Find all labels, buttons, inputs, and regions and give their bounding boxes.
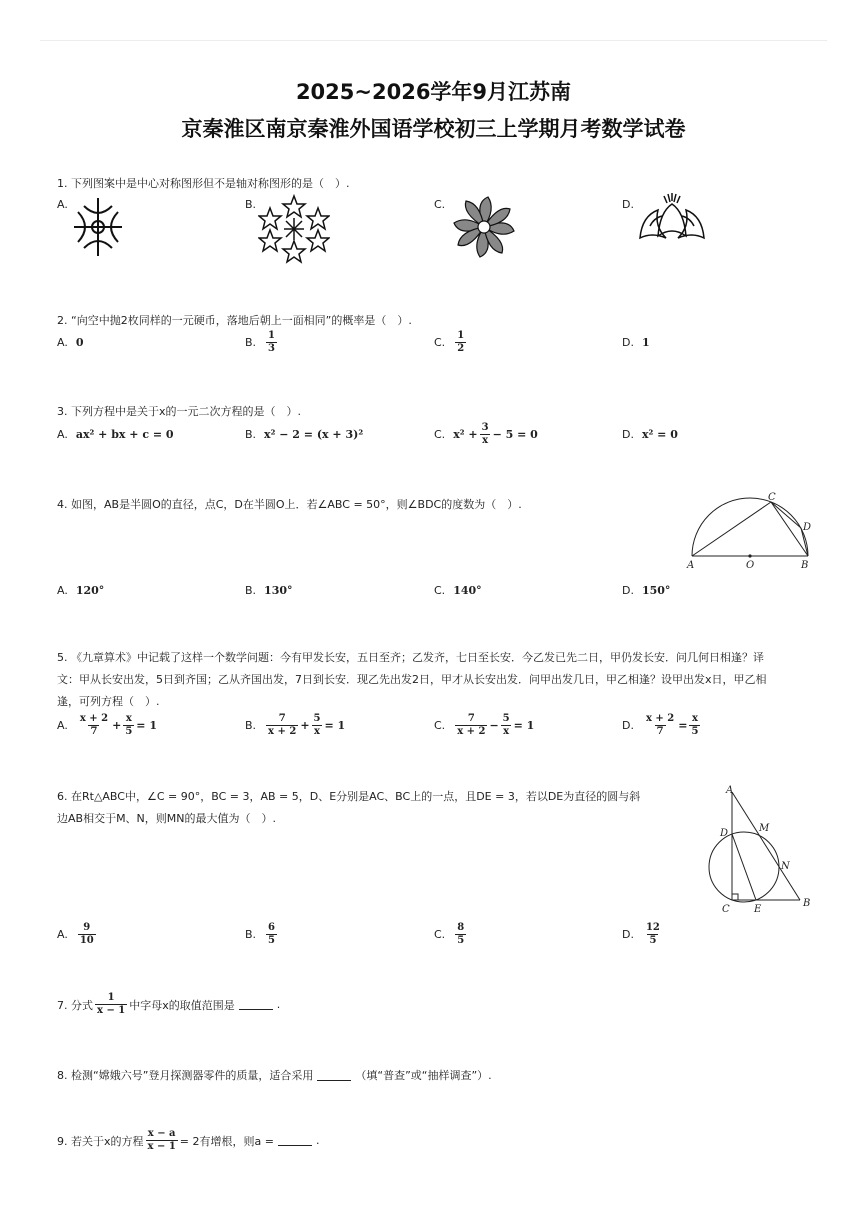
q2-option-b-label: B. <box>245 336 257 349</box>
q3-option-b-value: x² − 2 = (x + 3)² <box>264 428 364 441</box>
label-e: E <box>754 904 762 915</box>
fraction-denominator: 5 <box>649 935 657 946</box>
q4-stem: 4. 如图，AB是半圆O的直径，点C，D在半圆O上．若∠ABC = 50°，则∠BDC的度数为（ ）. <box>57 498 522 511</box>
label-n: N <box>781 861 790 872</box>
q6-option-c-fraction <box>455 922 466 947</box>
fraction <box>123 713 134 738</box>
q4-option-b-label: B. <box>245 584 257 597</box>
q6-option-a[interactable] <box>57 922 98 947</box>
fraction-numerator: 1 <box>268 330 276 341</box>
fraction-denominator: 7 <box>656 726 664 737</box>
fraction-denominator: 5 <box>268 935 276 946</box>
diameter-de <box>732 834 756 900</box>
q6-option-b-fraction <box>266 922 277 947</box>
q6-option-d-label: D. <box>622 928 634 941</box>
operator: = <box>678 719 688 732</box>
label-a: A <box>687 560 695 571</box>
fraction-denominator: x + 2 <box>457 726 486 737</box>
label-c: C <box>722 904 730 915</box>
q4-option-c-label: C. <box>434 584 446 597</box>
q5-option-b-label: B. <box>245 719 257 732</box>
q3-option-d-value: x² = 0 <box>641 428 678 441</box>
fraction-numerator: 5 <box>313 713 321 724</box>
right-angle-mark <box>732 894 738 900</box>
q3-option-d[interactable] <box>622 428 678 441</box>
rhs: = 1 <box>324 719 346 732</box>
q1-stem: 1. 下列图案中是中心对称图形但不是轴对称图形的是（ ）. <box>57 177 350 190</box>
q7-fraction <box>95 992 127 1017</box>
operator: − <box>489 719 499 732</box>
fraction-numerator: 6 <box>268 922 276 933</box>
q6-option-c[interactable] <box>434 922 468 947</box>
operator: + <box>112 719 122 732</box>
q3-option-b-label: B. <box>245 428 257 441</box>
fraction-denominator: 5 <box>691 726 699 737</box>
fraction-numerator: 7 <box>278 713 286 724</box>
fraction-numerator: 1 <box>457 330 465 341</box>
q2-option-d[interactable] <box>622 336 650 349</box>
q6-stem <box>57 786 707 830</box>
fraction-numerator: x <box>125 713 132 724</box>
q1-option-a-label: A. <box>57 198 68 211</box>
q6-option-d[interactable] <box>622 922 664 947</box>
q2-option-b[interactable] <box>245 330 279 355</box>
q4-option-d-label: D. <box>622 584 634 597</box>
label-a: A <box>726 785 734 796</box>
q8-answer-blank[interactable] <box>317 1070 351 1081</box>
q5-stem-line1: 5. 《九章算术》中记载了这样一个数学问题：今有甲发长安，五日至齐；乙发齐，七日至长安．今乙发已先二日，甲仍发长安．问几何日相逢？译 <box>57 651 764 664</box>
fraction-numerator: 5 <box>502 713 510 724</box>
fraction-numerator: 9 <box>83 922 91 933</box>
semicircle-arc <box>692 498 808 556</box>
q3-option-a-label: A. <box>57 428 68 441</box>
fraction <box>312 713 323 738</box>
q1-option-d-label: D. <box>622 198 634 211</box>
q3-option-d-label: D. <box>622 428 634 441</box>
fraction-denominator: x <box>503 726 510 737</box>
q2-option-b-fraction <box>266 330 277 355</box>
q2-option-a[interactable] <box>57 336 83 349</box>
q8-text-pre: 8. 检测“嫦娥六号”登月探测器零件的质量，适合采用 <box>57 1069 314 1082</box>
q5-option-a-label: A. <box>57 719 68 732</box>
q6-option-a-label: A. <box>57 928 68 941</box>
fraction-numerator: x − a <box>147 1128 176 1139</box>
q3-option-a-value: ax² + bx + c = 0 <box>75 428 174 441</box>
label-d: D <box>720 828 729 839</box>
fraction <box>78 713 110 738</box>
q2-option-a-value: 0 <box>75 336 84 349</box>
q1-option-c-label: C. <box>434 198 446 211</box>
q5-option-d-label: D. <box>622 719 634 732</box>
fraction-numerator: x + 2 <box>79 713 109 724</box>
fraction-denominator: 5 <box>457 935 465 946</box>
q3-option-c-label: C. <box>434 428 446 441</box>
q3-option-c-fraction <box>480 422 491 447</box>
fraction-numerator: 8 <box>457 922 465 933</box>
fraction-denominator: x + 2 <box>268 726 297 737</box>
q1-option-b-label: B. <box>245 198 257 211</box>
q6-option-b-label: B. <box>245 928 257 941</box>
q5-stem-line3: 逢，可列方程（ ）. <box>57 695 160 708</box>
rhs: = 1 <box>136 719 157 732</box>
operator: + <box>300 719 310 732</box>
q3-option-a[interactable] <box>57 428 174 441</box>
q7-answer-blank[interactable] <box>239 999 273 1010</box>
q4-option-b[interactable] <box>245 584 293 597</box>
q3-option-c-pre: x² + <box>453 428 478 441</box>
q4-option-c-value: 140° <box>453 584 482 597</box>
q5-stem-line2: 文：甲从长安出发，5日到齐国；乙从齐国出发，7日到长安．现乙先出发2日，甲才从长安出发．问甲出发几日，甲乙相逢？设甲出发x日，甲乙相 <box>57 673 767 686</box>
q9-answer-blank[interactable] <box>278 1135 312 1146</box>
q8-text-post: （填“普查”或“抽样调查”）. <box>355 1069 492 1082</box>
q4-option-d[interactable] <box>622 584 670 597</box>
q7-text-end: . <box>276 998 281 1011</box>
q3-stem: 3. 下列方程中是关于x的一元二次方程的是（ ）. <box>57 405 301 418</box>
side-ab <box>732 792 800 900</box>
fraction <box>689 713 700 738</box>
q2-option-d-value: 1 <box>641 336 650 349</box>
fraction <box>501 713 512 738</box>
q6-stem-line1: 6. 在Rt△ABC中，∠C = 90°，BC = 3，AB = 5，D、E分别是AC、BC上的一点，且DE = 3，若以DE为直径的圆与斜 <box>57 790 641 803</box>
q5-option-b[interactable] <box>245 713 345 738</box>
fraction <box>644 713 676 738</box>
label-b: B <box>803 898 811 909</box>
q3-option-c-post: − 5 = 0 <box>492 428 538 441</box>
fraction-numerator: 7 <box>467 713 475 724</box>
fraction-denominator: x − 1 <box>97 1005 126 1016</box>
crossed-bows-pattern-icon <box>70 194 126 260</box>
leaves-arc-pattern-icon <box>636 192 708 244</box>
exam-title-line1: 2025~2026学年9月江苏南 <box>295 80 572 104</box>
q6-stem-line2: 边AB相交于M、N，则MN的最大值为（ ）. <box>57 812 277 825</box>
q4-option-a-label: A. <box>57 584 68 597</box>
fraction <box>455 713 487 738</box>
fraction-denominator: x − 1 <box>147 1141 176 1152</box>
q9-fraction <box>146 1128 178 1153</box>
rhs: = 1 <box>513 719 535 732</box>
q7-stem <box>57 992 280 1017</box>
q4-semicircle-figure <box>685 490 815 572</box>
fraction-numerator: 3 <box>481 422 489 433</box>
q6-option-a-fraction <box>78 922 96 947</box>
q2-option-c-fraction <box>455 330 466 355</box>
exam-title-line2: 京秦淮区南京秦淮外国语学校初三上学期月考数学试卷 <box>181 117 686 141</box>
q4-option-a-value: 120° <box>75 584 105 597</box>
q2-option-d-label: D. <box>622 336 634 349</box>
q9-text-mid: = 2有增根，则a = <box>179 1134 274 1148</box>
q5-option-c[interactable] <box>434 713 534 738</box>
fraction-denominator: 10 <box>79 935 94 946</box>
fraction-numerator: x <box>691 713 698 724</box>
stars-ring-pattern-icon <box>258 194 330 264</box>
label-d: D <box>803 522 812 533</box>
q6-triangle-circle-figure <box>700 782 818 916</box>
fraction-numerator: 12 <box>645 922 660 933</box>
fraction-denominator: 7 <box>90 726 98 737</box>
fraction-denominator: 2 <box>457 343 465 354</box>
q6-option-b[interactable] <box>245 922 279 947</box>
label-m: M <box>759 823 770 834</box>
q2-stem: 2. “向空中抛2枚同样的一元硬币，落地后朝上一面相同”的概率是（ ）. <box>57 314 412 327</box>
q4-option-d-value: 150° <box>641 584 671 597</box>
q5-stem <box>57 647 809 713</box>
q9-text-end: . <box>315 1134 320 1147</box>
q7-text-post: 中字母x的取值范围是 <box>129 998 235 1012</box>
q6-option-d-fraction <box>644 922 662 947</box>
q5-option-d[interactable] <box>622 713 702 738</box>
label-c: C <box>768 492 776 503</box>
fraction-numerator: x + 2 <box>645 713 675 724</box>
fraction-numerator: 1 <box>107 992 115 1003</box>
q2-option-c-label: C. <box>434 336 446 349</box>
label-b: B <box>801 560 809 571</box>
center-point-o <box>748 554 751 557</box>
chord-ac <box>692 502 771 556</box>
q5-option-a[interactable] <box>57 713 157 738</box>
q9-stem <box>57 1128 319 1153</box>
fraction-denominator: 5 <box>125 726 133 737</box>
q8-stem <box>57 1067 492 1083</box>
q4-option-b-value: 130° <box>264 584 293 597</box>
q3-option-b[interactable] <box>245 428 363 441</box>
label-o: O <box>746 560 755 571</box>
q2-option-a-label: A. <box>57 336 68 349</box>
pinwheel-pattern-icon <box>450 193 518 261</box>
q2-option-c[interactable] <box>434 330 468 355</box>
q3-option-c[interactable] <box>434 422 538 447</box>
q9-text-pre: 9. 若关于x的方程 <box>57 1134 144 1148</box>
q4-option-a[interactable] <box>57 584 104 597</box>
fraction-denominator: x <box>482 435 489 446</box>
fraction <box>266 713 298 738</box>
top-divider <box>40 40 827 41</box>
fraction-denominator: 3 <box>268 343 276 354</box>
q7-text-pre: 7. 分式 <box>57 998 93 1012</box>
q4-option-c[interactable] <box>434 584 482 597</box>
q5-option-c-label: C. <box>434 719 446 732</box>
fraction-denominator: x <box>314 726 320 737</box>
q6-option-c-label: C. <box>434 928 446 941</box>
